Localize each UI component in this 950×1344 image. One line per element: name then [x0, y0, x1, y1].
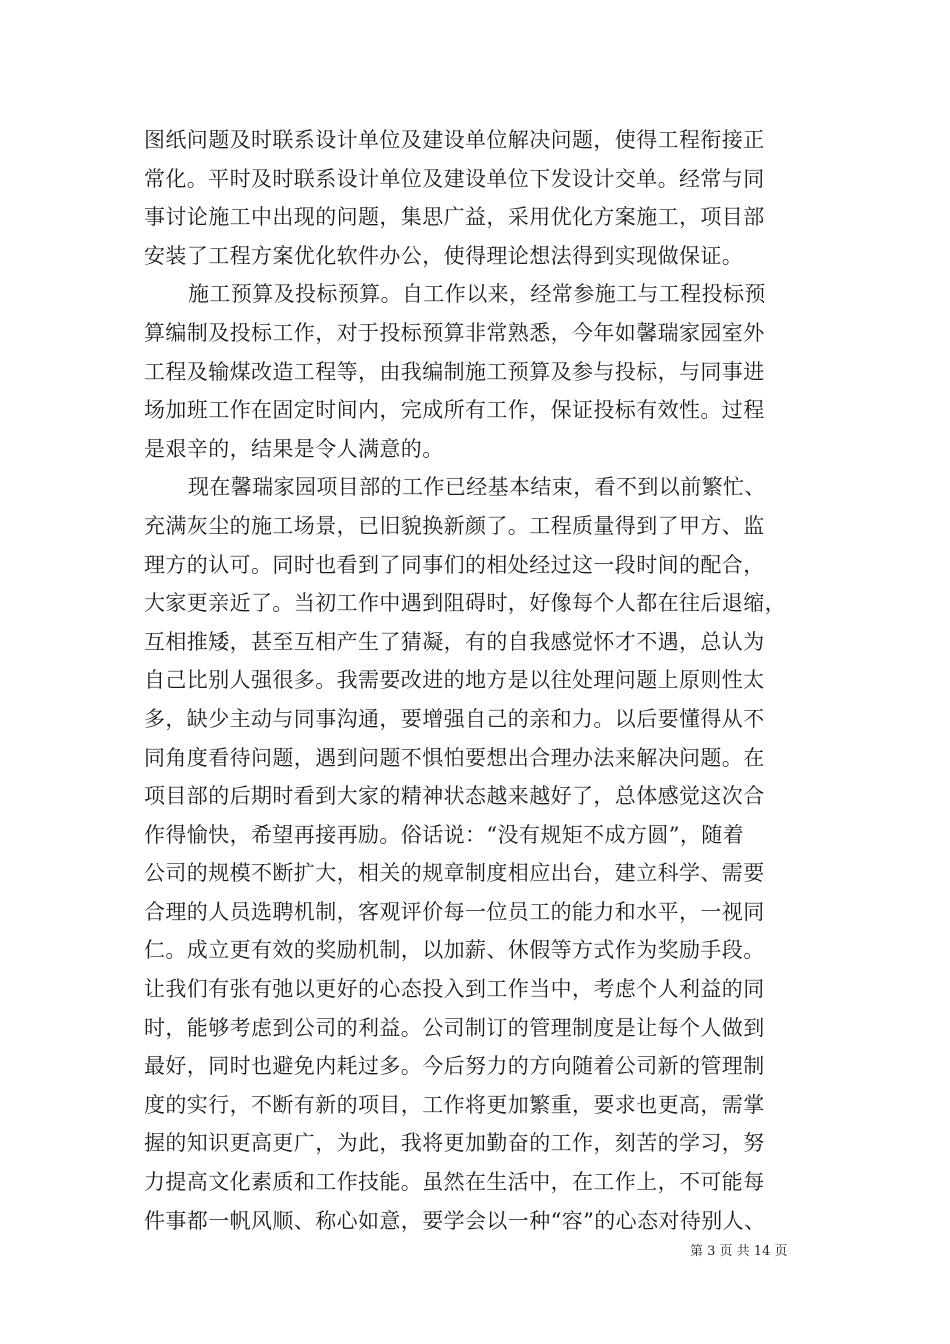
text-line: 让我们有张有弛以更好的心态投入到工作当中，考虑个人利益的同	[144, 977, 765, 1002]
text-line: 工程及输煤改造工程等，由我编制施工预算及参与投标，与同事进	[144, 359, 765, 384]
text-line: 仁。成立更有效的奖励机制，以加薪、休假等方式作为奖励手段。	[144, 938, 765, 963]
text-line: 公司的规模不断扩大，相关的规章制度相应出台，建立科学、需要	[144, 861, 765, 886]
text-line: 事讨论施工中出现的问题，集思广益，采用优化方案施工，项目部	[144, 205, 765, 230]
text-line: 力提高文化素质和工作技能。虽然在生活中，在工作上，不可能每	[144, 1170, 765, 1195]
text-line: 自己比别人强很多。我需要改进的地方是以往处理问题上原则性太	[144, 668, 765, 693]
text-line: 合理的人员选聘机制，客观评价每一位员工的能力和水平，一视同	[144, 899, 765, 924]
text-line: 现在馨瑞家园项目部的工作已经基本结束，看不到以前繁忙、	[188, 475, 766, 500]
text-line: 算编制及投标工作，对于投标预算非常熟悉，今年如馨瑞家园室外	[144, 320, 765, 345]
text-line: 充满灰尘的施工场景，已旧貌换新颜了。工程质量得到了甲方、监	[144, 513, 765, 538]
page-number: 第 3 页 共 14 页	[690, 1244, 788, 1259]
text-line: 理方的认可。同时也看到了同事们的相处经过这一段时间的配合，	[144, 552, 765, 577]
text-line: 握的知识更高更广，为此，我将更加勤奋的工作，刻苦的学习，努	[144, 1131, 765, 1156]
text-line: 作得愉快，希望再接再励。俗话说：“没有规矩不成方圆”，随着	[144, 822, 745, 847]
text-line: 施工预算及投标预算。自工作以来，经常参施工与工程投标预	[188, 282, 766, 307]
text-line: 同角度看待问题，遇到问题不惧怕要想出合理办法来解决问题。在	[144, 745, 765, 770]
text-line: 时，能够考虑到公司的利益。公司制订的管理制度是让每个人做到	[144, 1015, 765, 1040]
text-line: 场加班工作在固定时间内，完成所有工作，保证投标有效性。过程	[144, 398, 765, 423]
text-line: 大家更亲近了。当初工作中遇到阻碍时，好像每个人都在往后退缩，	[144, 591, 786, 616]
text-line: 最好，同时也避免内耗过多。今后努力的方向随着公司新的管理制	[144, 1054, 765, 1079]
text-line: 多，缺少主动与同事沟通，要增强自己的亲和力。以后要懂得从不	[144, 706, 765, 731]
text-line: 是艰辛的，结果是令人满意的。	[144, 436, 444, 461]
text-line: 项目部的后期时看到大家的精神状态越来越好了，总体感觉这次合	[144, 784, 765, 809]
text-line: 度的实行，不断有新的项目，工作将更加繁重，要求也更高，需掌	[144, 1092, 765, 1117]
text-line: 互相推矮，甚至互相产生了猜凝，有的自我感觉怀才不遇，总认为	[144, 629, 765, 654]
text-line: 安装了工程方案优化软件办公，使得理论想法得到实现做保证。	[144, 243, 744, 268]
text-line: 常化。平时及时联系设计单位及建设单位下发设计交单。经常与同	[144, 166, 765, 191]
text-line: 件事都一帆风顺、称心如意，要学会以一种“容”的心态对待别人、	[144, 1208, 766, 1233]
text-line: 图纸问题及时联系设计单位及建设单位解决问题，使得工程衔接正	[144, 128, 765, 152]
document-body	[144, 121, 810, 1240]
